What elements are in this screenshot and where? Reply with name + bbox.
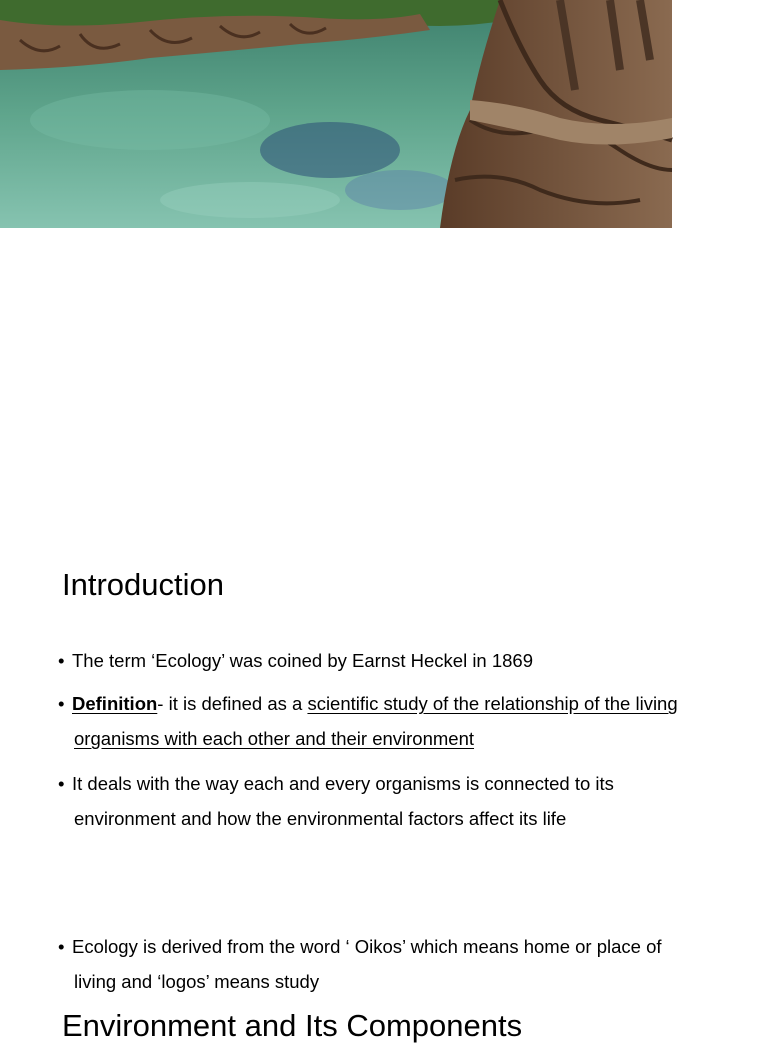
- section-title-environment: Environment and Its Components: [62, 1008, 523, 1043]
- bullet-text-line2: living and ‘logos’ means study: [74, 971, 320, 992]
- definition-text-line2: organisms with each other and their environment: [74, 728, 475, 749]
- bullet-definition: [58, 686, 718, 756]
- bullet-marker: •: [58, 650, 65, 671]
- section-title-introduction: Introduction: [62, 567, 224, 602]
- definition-term: Definition: [72, 693, 158, 714]
- mangrove-river-photo: [0, 0, 672, 228]
- definition-text-line1: scientific study of the relationship of the living: [307, 693, 678, 714]
- bullet-marker: •: [58, 936, 65, 957]
- bullet-marker: •: [58, 693, 65, 714]
- bullet-etymology: [58, 929, 718, 999]
- definition-connector: - it is defined as a: [157, 693, 308, 714]
- bullet-text-line1: It deals with the way each and every organisms is connected to its: [72, 773, 614, 794]
- bullet-term-origin: [58, 643, 718, 678]
- bullet-text-line1: Ecology is derived from the word ‘ Oikos’ which means home or place of: [72, 936, 662, 957]
- bullet-marker: •: [58, 773, 65, 794]
- bullet-text: The term ‘Ecology’ was coined by Earnst Heckel in 1869: [72, 650, 534, 671]
- bullet-text-line2: environment and how the environmental factors affect its life: [74, 808, 567, 829]
- bullet-scope: [58, 766, 718, 836]
